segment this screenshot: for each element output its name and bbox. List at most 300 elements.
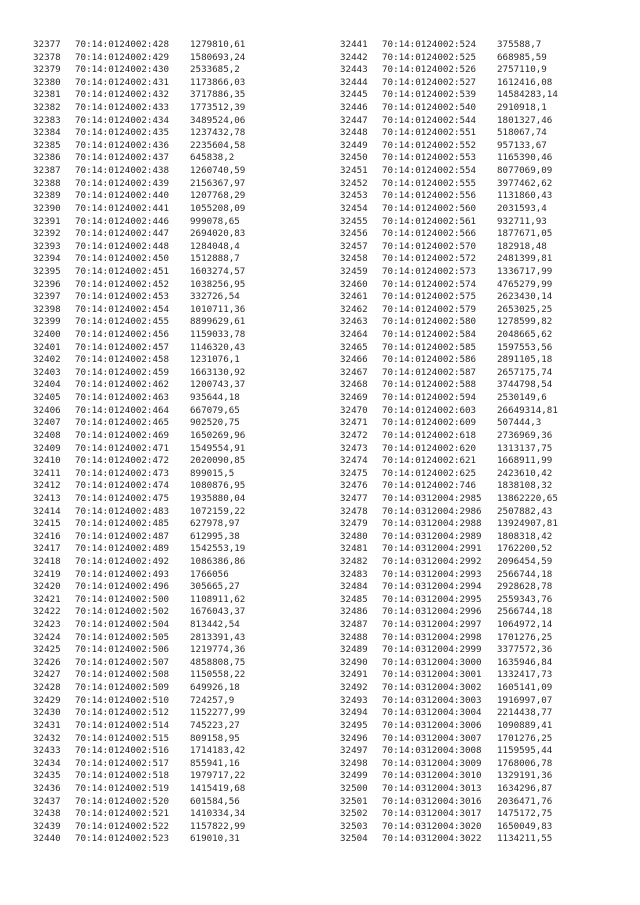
cadastral-number: 70:14:0124002:440 bbox=[75, 190, 170, 202]
row-number: 32384 bbox=[33, 127, 61, 139]
table-row bbox=[340, 203, 558, 216]
table-row bbox=[340, 606, 558, 619]
cadastral-value: 2096454,59 bbox=[497, 555, 553, 567]
row-number: 32451 bbox=[340, 165, 368, 177]
row-number: 32403 bbox=[33, 366, 61, 378]
row-number: 32404 bbox=[33, 379, 61, 391]
cadastral-number: 70:14:0124002:554 bbox=[382, 165, 477, 177]
left-column bbox=[33, 39, 245, 846]
cadastral-number: 70:14:0124002:429 bbox=[75, 51, 170, 63]
cadastral-value: 667079,65 bbox=[190, 404, 240, 416]
cadastral-number: 70:14:0124002:483 bbox=[75, 505, 170, 517]
row-number: 32496 bbox=[340, 732, 368, 744]
cadastral-value: 1838108,32 bbox=[497, 480, 553, 492]
cadastral-value: 8077069,09 bbox=[497, 165, 553, 177]
cadastral-value: 855941,16 bbox=[190, 757, 240, 769]
table-row bbox=[340, 695, 558, 708]
cadastral-number: 70:14:0124002:551 bbox=[382, 127, 477, 139]
cadastral-number: 70:14:0124002:518 bbox=[75, 770, 170, 782]
row-number: 32379 bbox=[33, 64, 61, 76]
cadastral-value: 8899629,61 bbox=[190, 316, 246, 328]
cadastral-number: 70:14:0124002:472 bbox=[75, 455, 170, 467]
table-row bbox=[33, 594, 245, 607]
row-number: 32428 bbox=[33, 682, 61, 694]
row-number: 32383 bbox=[33, 114, 61, 126]
cadastral-number: 70:14:0124002:585 bbox=[382, 341, 477, 353]
row-number: 32482 bbox=[340, 555, 368, 567]
table-row bbox=[340, 405, 558, 418]
cadastral-number: 70:14:0312004:2996 bbox=[382, 606, 482, 618]
table-row bbox=[340, 430, 558, 443]
cadastral-value: 182918,48 bbox=[497, 240, 547, 252]
table-row bbox=[340, 279, 558, 292]
cadastral-number: 70:14:0124002:525 bbox=[382, 51, 477, 63]
cadastral-value: 1150558,22 bbox=[190, 669, 246, 681]
cadastral-value: 1207768,29 bbox=[190, 190, 246, 202]
row-number: 32458 bbox=[340, 253, 368, 265]
row-number: 32422 bbox=[33, 606, 61, 618]
cadastral-value: 1410334,34 bbox=[190, 808, 246, 820]
table-row bbox=[33, 468, 245, 481]
table-row bbox=[340, 821, 558, 834]
row-number: 32397 bbox=[33, 291, 61, 303]
cadastral-number: 70:14:0124002:435 bbox=[75, 127, 170, 139]
table-row bbox=[340, 707, 558, 720]
row-number: 32499 bbox=[340, 770, 368, 782]
cadastral-value: 1415419,68 bbox=[190, 782, 246, 794]
cadastral-number: 70:14:0124002:459 bbox=[75, 366, 170, 378]
table-row bbox=[340, 669, 558, 682]
row-number: 32399 bbox=[33, 316, 61, 328]
cadastral-value: 1650269,96 bbox=[190, 429, 246, 441]
cadastral-number: 70:14:0312004:3006 bbox=[382, 719, 482, 731]
cadastral-value: 1332417,73 bbox=[497, 669, 553, 681]
cadastral-number: 70:14:0124002:527 bbox=[382, 76, 477, 88]
table-row bbox=[33, 354, 245, 367]
cadastral-number: 70:14:0124002:556 bbox=[382, 190, 477, 202]
cadastral-number: 70:14:0312004:2998 bbox=[382, 631, 482, 643]
cadastral-number: 70:14:0124002:507 bbox=[75, 656, 170, 668]
cadastral-value: 2623430,14 bbox=[497, 291, 553, 303]
cadastral-number: 70:14:0124002:594 bbox=[382, 392, 477, 404]
row-number: 32444 bbox=[340, 76, 368, 88]
row-number: 32393 bbox=[33, 240, 61, 252]
cadastral-value: 2423610,42 bbox=[497, 467, 553, 479]
row-number: 32387 bbox=[33, 165, 61, 177]
cadastral-number: 70:14:0124002:433 bbox=[75, 102, 170, 114]
cadastral-number: 70:14:0124002:457 bbox=[75, 341, 170, 353]
cadastral-number: 70:14:0124002:456 bbox=[75, 329, 170, 341]
cadastral-value: 2566744,18 bbox=[497, 568, 553, 580]
table-row bbox=[33, 770, 245, 783]
cadastral-value: 1157822,99 bbox=[190, 820, 246, 832]
row-number: 32381 bbox=[33, 89, 61, 101]
table-row bbox=[33, 279, 245, 292]
table-row bbox=[340, 720, 558, 733]
cadastral-value: 26649314,81 bbox=[497, 404, 558, 416]
row-number: 32400 bbox=[33, 329, 61, 341]
table-row bbox=[340, 531, 558, 544]
cadastral-number: 70:14:0124002:625 bbox=[382, 467, 477, 479]
cadastral-value: 1808318,42 bbox=[497, 530, 553, 542]
cadastral-value: 4765279,99 bbox=[497, 278, 553, 290]
cadastral-number: 70:14:0312004:3009 bbox=[382, 757, 482, 769]
row-number: 32423 bbox=[33, 619, 61, 631]
row-number: 32432 bbox=[33, 732, 61, 744]
table-row bbox=[340, 266, 558, 279]
table-row bbox=[340, 392, 558, 405]
row-number: 32469 bbox=[340, 392, 368, 404]
table-row bbox=[340, 367, 558, 380]
table-row bbox=[340, 165, 558, 178]
cadastral-number: 70:14:0124002:609 bbox=[382, 417, 477, 429]
cadastral-number: 70:14:0124002:579 bbox=[382, 303, 477, 315]
cadastral-value: 13862220,65 bbox=[497, 492, 558, 504]
table-row bbox=[340, 379, 558, 392]
table-row bbox=[340, 329, 558, 342]
cadastral-number: 70:14:0124002:509 bbox=[75, 682, 170, 694]
table-row bbox=[340, 657, 558, 670]
cadastral-value: 745223,27 bbox=[190, 719, 240, 731]
cadastral-value: 2657175,74 bbox=[497, 366, 553, 378]
row-number: 32468 bbox=[340, 379, 368, 391]
cadastral-value: 612995,38 bbox=[190, 530, 240, 542]
cadastral-value: 1284048,4 bbox=[190, 240, 240, 252]
row-number: 32442 bbox=[340, 51, 368, 63]
row-number: 32440 bbox=[33, 833, 61, 845]
table-row bbox=[33, 669, 245, 682]
cadastral-value: 1090889,41 bbox=[497, 719, 553, 731]
row-number: 32475 bbox=[340, 467, 368, 479]
row-number: 32486 bbox=[340, 606, 368, 618]
cadastral-number: 70:14:0124002:572 bbox=[382, 253, 477, 265]
row-number: 32437 bbox=[33, 795, 61, 807]
row-number: 32481 bbox=[340, 543, 368, 555]
row-number: 32449 bbox=[340, 139, 368, 151]
cadastral-number: 70:14:0312004:3000 bbox=[382, 656, 482, 668]
cadastral-value: 1152277,99 bbox=[190, 707, 246, 719]
cadastral-number: 70:14:0124002:566 bbox=[382, 228, 477, 240]
table-row bbox=[340, 808, 558, 821]
cadastral-value: 935644,18 bbox=[190, 392, 240, 404]
cadastral-value: 1612416,08 bbox=[497, 76, 553, 88]
cadastral-value: 627978,97 bbox=[190, 518, 240, 530]
row-number: 32439 bbox=[33, 820, 61, 832]
row-number: 32427 bbox=[33, 669, 61, 681]
table-row bbox=[33, 392, 245, 405]
row-number: 32398 bbox=[33, 303, 61, 315]
cadastral-value: 1336717,99 bbox=[497, 265, 553, 277]
row-number: 32467 bbox=[340, 366, 368, 378]
cadastral-value: 1766056 bbox=[190, 568, 229, 580]
row-number: 32494 bbox=[340, 707, 368, 719]
row-number: 32425 bbox=[33, 644, 61, 656]
cadastral-value: 1773512,39 bbox=[190, 102, 246, 114]
cadastral-value: 2533685,2 bbox=[190, 64, 240, 76]
cadastral-value: 1714183,42 bbox=[190, 745, 246, 757]
cadastral-number: 70:14:0124002:516 bbox=[75, 745, 170, 757]
table-row bbox=[340, 455, 558, 468]
cadastral-value: 619010,31 bbox=[190, 833, 240, 845]
cadastral-number: 70:14:0124002:522 bbox=[75, 820, 170, 832]
table-row bbox=[340, 443, 558, 456]
cadastral-value: 813442,54 bbox=[190, 619, 240, 631]
table-row bbox=[33, 821, 245, 834]
row-number: 32488 bbox=[340, 631, 368, 643]
table-row bbox=[33, 480, 245, 493]
table-row bbox=[340, 39, 558, 52]
cadastral-number: 70:14:0124002:487 bbox=[75, 530, 170, 542]
table-row bbox=[340, 102, 558, 115]
cadastral-number: 70:14:0312004:2992 bbox=[382, 555, 482, 567]
cadastral-value: 3377572,36 bbox=[497, 644, 553, 656]
cadastral-value: 2530149,6 bbox=[497, 392, 547, 404]
cadastral-value: 1979717,22 bbox=[190, 770, 246, 782]
table-row bbox=[33, 77, 245, 90]
cadastral-number: 70:14:0124002:519 bbox=[75, 782, 170, 794]
cadastral-value: 1237432,78 bbox=[190, 127, 246, 139]
table-row bbox=[33, 253, 245, 266]
table-row bbox=[33, 266, 245, 279]
row-number: 32476 bbox=[340, 480, 368, 492]
cadastral-number: 70:14:0124002:505 bbox=[75, 631, 170, 643]
row-number: 32430 bbox=[33, 707, 61, 719]
cadastral-value: 2031593,4 bbox=[497, 202, 547, 214]
row-number: 32460 bbox=[340, 278, 368, 290]
row-number: 32408 bbox=[33, 429, 61, 441]
table-row bbox=[33, 316, 245, 329]
row-number: 32502 bbox=[340, 808, 368, 820]
row-number: 32463 bbox=[340, 316, 368, 328]
table-row bbox=[340, 127, 558, 140]
cadastral-number: 70:14:0124002:441 bbox=[75, 202, 170, 214]
cadastral-number: 70:14:0124002:451 bbox=[75, 265, 170, 277]
table-row bbox=[33, 506, 245, 519]
cadastral-value: 2214438,77 bbox=[497, 707, 553, 719]
cadastral-number: 70:14:0124002:458 bbox=[75, 354, 170, 366]
row-number: 32492 bbox=[340, 682, 368, 694]
table-row bbox=[33, 657, 245, 670]
cadastral-value: 1313137,75 bbox=[497, 442, 553, 454]
cadastral-number: 70:14:0124002:465 bbox=[75, 417, 170, 429]
table-row bbox=[33, 455, 245, 468]
cadastral-value: 649926,18 bbox=[190, 682, 240, 694]
row-number: 32417 bbox=[33, 543, 61, 555]
cadastral-value: 1768006,78 bbox=[497, 757, 553, 769]
cadastral-number: 70:14:0124002:489 bbox=[75, 543, 170, 555]
cadastral-value: 2653025,25 bbox=[497, 303, 553, 315]
cadastral-value: 899015,5 bbox=[190, 467, 235, 479]
cadastral-number: 70:14:0124002:504 bbox=[75, 619, 170, 631]
cadastral-value: 1086386,86 bbox=[190, 555, 246, 567]
cadastral-number: 70:14:0124002:580 bbox=[382, 316, 477, 328]
cadastral-value: 2891105,18 bbox=[497, 354, 553, 366]
row-number: 32470 bbox=[340, 404, 368, 416]
cadastral-number: 70:14:0312004:3002 bbox=[382, 682, 482, 694]
cadastral-value: 1580693,24 bbox=[190, 51, 246, 63]
cadastral-value: 1605141,09 bbox=[497, 682, 553, 694]
row-number: 32414 bbox=[33, 505, 61, 517]
cadastral-number: 70:14:0124002:452 bbox=[75, 278, 170, 290]
cadastral-value: 668985,59 bbox=[497, 51, 547, 63]
cadastral-number: 70:14:0124002:510 bbox=[75, 694, 170, 706]
table-row bbox=[33, 115, 245, 128]
row-number: 32429 bbox=[33, 694, 61, 706]
cadastral-number: 70:14:0124002:447 bbox=[75, 228, 170, 240]
row-number: 32406 bbox=[33, 404, 61, 416]
cadastral-number: 70:14:0124002:493 bbox=[75, 568, 170, 580]
cadastral-value: 1072159,22 bbox=[190, 505, 246, 517]
table-row bbox=[340, 619, 558, 632]
cadastral-value: 1549554,91 bbox=[190, 442, 246, 454]
table-row bbox=[33, 228, 245, 241]
row-number: 32483 bbox=[340, 568, 368, 580]
row-number: 32461 bbox=[340, 291, 368, 303]
row-number: 32485 bbox=[340, 593, 368, 605]
cadastral-number: 70:14:0124002:587 bbox=[382, 366, 477, 378]
cadastral-value: 1278599,82 bbox=[497, 316, 553, 328]
row-number: 32386 bbox=[33, 152, 61, 164]
row-number: 32462 bbox=[340, 303, 368, 315]
cadastral-value: 1064972,14 bbox=[497, 619, 553, 631]
table-row bbox=[340, 140, 558, 153]
table-row bbox=[340, 493, 558, 506]
cadastral-number: 70:14:0124002:453 bbox=[75, 291, 170, 303]
row-number: 32419 bbox=[33, 568, 61, 580]
cadastral-number: 70:14:0124002:588 bbox=[382, 379, 477, 391]
row-number: 32498 bbox=[340, 757, 368, 769]
row-number: 32390 bbox=[33, 202, 61, 214]
cadastral-value: 1668911,99 bbox=[497, 455, 553, 467]
table-row bbox=[33, 140, 245, 153]
cadastral-number: 70:14:0124002:439 bbox=[75, 177, 170, 189]
cadastral-value: 1159033,78 bbox=[190, 329, 246, 341]
cadastral-number: 70:14:0124002:544 bbox=[382, 114, 477, 126]
cadastral-value: 1676043,37 bbox=[190, 606, 246, 618]
table-row bbox=[33, 203, 245, 216]
cadastral-value: 2566744,18 bbox=[497, 606, 553, 618]
cadastral-number: 70:14:0312004:2993 bbox=[382, 568, 482, 580]
table-row bbox=[340, 216, 558, 229]
table-row bbox=[340, 644, 558, 657]
table-row bbox=[33, 367, 245, 380]
table-row bbox=[340, 342, 558, 355]
cadastral-number: 70:14:0124002:469 bbox=[75, 429, 170, 441]
cadastral-number: 70:14:0124002:430 bbox=[75, 64, 170, 76]
cadastral-value: 507444,3 bbox=[497, 417, 542, 429]
table-row bbox=[33, 178, 245, 191]
cadastral-number: 70:14:0124002:573 bbox=[382, 265, 477, 277]
table-row bbox=[33, 152, 245, 165]
table-row bbox=[340, 594, 558, 607]
cadastral-number: 70:14:0312004:3013 bbox=[382, 782, 482, 794]
cadastral-number: 70:14:0124002:526 bbox=[382, 64, 477, 76]
table-row bbox=[33, 493, 245, 506]
table-row bbox=[340, 291, 558, 304]
cadastral-value: 2694020,83 bbox=[190, 228, 246, 240]
row-number: 32450 bbox=[340, 152, 368, 164]
table-row bbox=[33, 796, 245, 809]
table-row bbox=[340, 253, 558, 266]
row-number: 32490 bbox=[340, 656, 368, 668]
cadastral-number: 70:14:0124002:464 bbox=[75, 404, 170, 416]
table-row bbox=[340, 152, 558, 165]
cadastral-value: 724257,9 bbox=[190, 694, 235, 706]
cadastral-number: 70:14:0312004:3003 bbox=[382, 694, 482, 706]
cadastral-number: 70:14:0124002:428 bbox=[75, 39, 170, 50]
row-number: 32407 bbox=[33, 417, 61, 429]
table-row bbox=[33, 758, 245, 771]
table-row bbox=[33, 89, 245, 102]
table-row bbox=[340, 77, 558, 90]
cadastral-number: 70:14:0124002:485 bbox=[75, 518, 170, 530]
row-number: 32477 bbox=[340, 492, 368, 504]
cadastral-number: 70:14:0124002:574 bbox=[382, 278, 477, 290]
cadastral-value: 2813391,43 bbox=[190, 631, 246, 643]
cadastral-value: 645838,2 bbox=[190, 152, 235, 164]
cadastral-value: 2736969,36 bbox=[497, 429, 553, 441]
table-row bbox=[33, 682, 245, 695]
row-number: 32493 bbox=[340, 694, 368, 706]
row-number: 32395 bbox=[33, 265, 61, 277]
cadastral-value: 1475172,75 bbox=[497, 808, 553, 820]
table-row bbox=[33, 127, 245, 140]
cadastral-value: 2481399,81 bbox=[497, 253, 553, 265]
table-row bbox=[33, 379, 245, 392]
table-row bbox=[340, 569, 558, 582]
cadastral-number: 70:14:0124002:515 bbox=[75, 732, 170, 744]
table-row bbox=[340, 518, 558, 531]
cadastral-value: 1635946,84 bbox=[497, 656, 553, 668]
cadastral-value: 1260740,59 bbox=[190, 165, 246, 177]
cadastral-value: 375588,7 bbox=[497, 39, 542, 50]
row-number: 32426 bbox=[33, 656, 61, 668]
row-number: 32378 bbox=[33, 51, 61, 63]
cadastral-number: 70:14:0312004:2991 bbox=[382, 543, 482, 555]
table-row bbox=[340, 758, 558, 771]
row-number: 32454 bbox=[340, 202, 368, 214]
cadastral-number: 70:14:0312004:2995 bbox=[382, 593, 482, 605]
cadastral-number: 70:14:0312004:2989 bbox=[382, 530, 482, 542]
table-row bbox=[33, 720, 245, 733]
row-number: 32495 bbox=[340, 719, 368, 731]
table-row bbox=[340, 796, 558, 809]
cadastral-value: 1762200,52 bbox=[497, 543, 553, 555]
row-number: 32412 bbox=[33, 480, 61, 492]
row-number: 32401 bbox=[33, 341, 61, 353]
cadastral-number: 70:14:0312004:3010 bbox=[382, 770, 482, 782]
row-number: 32405 bbox=[33, 392, 61, 404]
cadastral-value: 2507882,43 bbox=[497, 505, 553, 517]
cadastral-value: 2048665,62 bbox=[497, 329, 553, 341]
row-number: 32409 bbox=[33, 442, 61, 454]
cadastral-value: 1542553,19 bbox=[190, 543, 246, 555]
table-row bbox=[33, 745, 245, 758]
cadastral-value: 1080876,95 bbox=[190, 480, 246, 492]
table-row bbox=[33, 531, 245, 544]
right-column bbox=[340, 39, 558, 846]
row-number: 32487 bbox=[340, 619, 368, 631]
table-row bbox=[33, 644, 245, 657]
cadastral-value: 809158,95 bbox=[190, 732, 240, 744]
table-row bbox=[340, 770, 558, 783]
row-number: 32418 bbox=[33, 555, 61, 567]
cadastral-number: 70:14:0312004:2988 bbox=[382, 518, 482, 530]
cadastral-number: 70:14:0124002:561 bbox=[382, 215, 477, 227]
cadastral-number: 70:14:0124002:603 bbox=[382, 404, 477, 416]
row-number: 32453 bbox=[340, 190, 368, 202]
row-number: 32402 bbox=[33, 354, 61, 366]
